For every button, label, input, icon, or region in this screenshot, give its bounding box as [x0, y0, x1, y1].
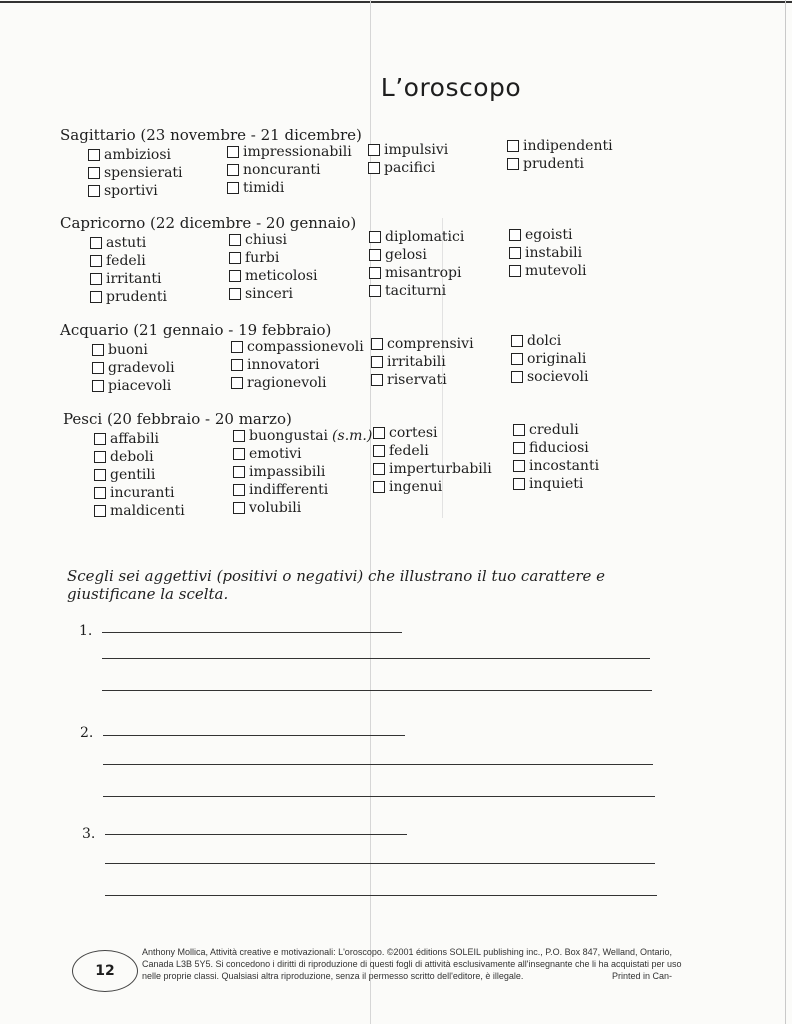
- footer-line: Anthony Mollica, Attività creative e motivazionali: L'oroscopo. ©2001 éditions SOLEIL publishing inc., P.O. Box 847, Welland, Ontario,: [142, 947, 672, 957]
- option-deboli[interactable]: deboli: [94, 448, 185, 466]
- footer-line: nelle proprie classi. Qualsiasi altra riproduzione, senza il permesso scritto dell'editore, è illegale.: [142, 971, 524, 981]
- answer-1-line-1[interactable]: [102, 632, 402, 633]
- checkbox[interactable]: [513, 424, 525, 436]
- answer-number: 2.: [80, 725, 94, 741]
- option-pacifici[interactable]: pacifici: [368, 159, 448, 177]
- option-diplomatici[interactable]: diplomatici: [369, 228, 464, 246]
- column-4: [509, 226, 587, 280]
- option-impulsivi[interactable]: impulsivi: [368, 141, 448, 159]
- column-2: [231, 338, 364, 392]
- checkbox[interactable]: [511, 353, 523, 365]
- page-top-edge: [0, 1, 792, 3]
- option-fedeli[interactable]: fedeli: [90, 252, 167, 270]
- option-buoni[interactable]: buoni: [92, 341, 175, 359]
- checkbox[interactable]: [507, 158, 519, 170]
- checkbox[interactable]: [229, 270, 241, 282]
- option-sinceri[interactable]: sinceri: [229, 285, 318, 303]
- checkbox[interactable]: [373, 463, 385, 475]
- checkbox[interactable]: [509, 229, 521, 241]
- checkbox[interactable]: [94, 433, 106, 445]
- checkbox[interactable]: [369, 231, 381, 243]
- option-affabili[interactable]: affabili: [94, 430, 185, 448]
- checkbox[interactable]: [233, 484, 245, 496]
- option-furbi[interactable]: furbi: [229, 249, 318, 267]
- checkbox[interactable]: [511, 335, 523, 347]
- checkbox[interactable]: [368, 162, 380, 174]
- checkbox[interactable]: [509, 247, 521, 259]
- option-chiusi[interactable]: chiusi: [229, 231, 318, 249]
- checkbox[interactable]: [92, 344, 104, 356]
- option-emotivi[interactable]: emotivi: [233, 445, 372, 463]
- page-right-edge: [785, 0, 786, 1024]
- option-incuranti[interactable]: incuranti: [94, 484, 185, 502]
- checkbox[interactable]: [368, 144, 380, 156]
- checkbox[interactable]: [94, 487, 106, 499]
- instruction-text: Scegli sei aggettivi (positivi o negativi) che illustrano il tuo carattere e giustificane la scelta.: [67, 567, 606, 603]
- answer-number: 3.: [82, 826, 96, 842]
- option-imperturbabili[interactable]: imperturbabili: [373, 460, 492, 478]
- checkbox[interactable]: [371, 374, 383, 386]
- checkbox[interactable]: [88, 149, 100, 161]
- option-socievoli[interactable]: socievoli: [511, 368, 589, 386]
- option-gentili[interactable]: gentili: [94, 466, 185, 484]
- column-3: [373, 424, 492, 496]
- option-indipendenti[interactable]: indipendenti: [507, 137, 613, 155]
- answer-2-line-1[interactable]: [103, 735, 405, 736]
- option-irritabili[interactable]: irritabili: [371, 353, 474, 371]
- option-ingenui[interactable]: ingenui: [373, 478, 492, 496]
- option-mutevoli[interactable]: mutevoli: [509, 262, 587, 280]
- option-timidi[interactable]: timidi: [227, 179, 352, 197]
- checkbox[interactable]: [227, 182, 239, 194]
- checkbox[interactable]: [233, 466, 245, 478]
- copyright-footer: [142, 946, 682, 982]
- column-4: [507, 137, 613, 173]
- checkbox[interactable]: [513, 442, 525, 454]
- checkbox[interactable]: [90, 273, 102, 285]
- checkbox[interactable]: [511, 371, 523, 383]
- option-ragionevoli[interactable]: ragionevoli: [231, 374, 364, 392]
- checkbox[interactable]: [94, 505, 106, 517]
- column-3: [368, 141, 448, 177]
- checkbox[interactable]: [88, 185, 100, 197]
- option-piacevoli[interactable]: piacevoli: [92, 377, 175, 395]
- checkbox[interactable]: [373, 427, 385, 439]
- option-noncuranti[interactable]: noncuranti: [227, 161, 352, 179]
- option-sportivi[interactable]: sportivi: [88, 182, 183, 200]
- column-1: [88, 146, 183, 200]
- option-inquieti[interactable]: inquieti: [513, 475, 599, 493]
- checkbox[interactable]: [92, 380, 104, 392]
- section-title: Pesci (20 febbraio - 20 marzo): [63, 410, 292, 428]
- column-2: [233, 427, 372, 517]
- checkbox[interactable]: [231, 377, 243, 389]
- answer-3-line-2[interactable]: [105, 863, 655, 864]
- column-1: [92, 341, 175, 395]
- column-3: [369, 228, 464, 300]
- option-volubili[interactable]: volubili: [233, 499, 372, 517]
- column-1: [94, 430, 185, 520]
- option-ambiziosi[interactable]: ambiziosi: [88, 146, 183, 164]
- option-misantropi[interactable]: misantropi: [369, 264, 464, 282]
- answer-number: 1.: [79, 623, 93, 639]
- checkbox[interactable]: [229, 252, 241, 264]
- option-compassionevoli[interactable]: compassionevoli: [231, 338, 364, 356]
- option-egoisti[interactable]: egoisti: [509, 226, 587, 244]
- answer-1-line-2[interactable]: [102, 658, 650, 659]
- option-incostanti[interactable]: incostanti: [513, 457, 599, 475]
- checkbox[interactable]: [233, 448, 245, 460]
- checkbox[interactable]: [513, 460, 525, 472]
- column-4: [513, 421, 599, 493]
- option-maldicenti[interactable]: maldicenti: [94, 502, 185, 520]
- checkbox[interactable]: [373, 481, 385, 493]
- checkbox[interactable]: [513, 478, 525, 490]
- checkbox[interactable]: [229, 234, 241, 246]
- option-originali[interactable]: originali: [511, 350, 589, 368]
- option-riservati[interactable]: riservati: [371, 371, 474, 389]
- option-creduli[interactable]: creduli: [513, 421, 599, 439]
- checkbox[interactable]: [371, 338, 383, 350]
- option-prudenti[interactable]: prudenti: [507, 155, 613, 173]
- option-gradevoli[interactable]: gradevoli: [92, 359, 175, 377]
- checkbox[interactable]: [90, 237, 102, 249]
- section-title: Acquario (21 gennaio - 19 febbraio): [60, 321, 332, 339]
- checkbox[interactable]: [227, 164, 239, 176]
- checkbox[interactable]: [233, 502, 245, 514]
- checkbox[interactable]: [369, 249, 381, 261]
- checkbox[interactable]: [369, 285, 381, 297]
- option-dolci[interactable]: dolci: [511, 332, 589, 350]
- option-indifferenti[interactable]: indifferenti: [233, 481, 372, 499]
- column-1: [90, 234, 167, 306]
- option-spensierati[interactable]: spensierati: [88, 164, 183, 182]
- option-cortesi[interactable]: cortesi: [373, 424, 492, 442]
- checkbox[interactable]: [233, 430, 245, 442]
- option-innovatori[interactable]: innovatori: [231, 356, 364, 374]
- column-4: [511, 332, 589, 386]
- section-title: Sagittario (23 novembre - 21 dicembre): [60, 126, 362, 144]
- checkbox[interactable]: [229, 288, 241, 300]
- option-fiduciosi[interactable]: fiduciosi: [513, 439, 599, 457]
- checkbox[interactable]: [94, 451, 106, 463]
- answer-2-line-3[interactable]: [103, 796, 655, 797]
- column-2: [229, 231, 318, 303]
- option-taciturni[interactable]: taciturni: [369, 282, 464, 300]
- option-meticolosi[interactable]: meticolosi: [229, 267, 318, 285]
- page-title: L’oroscopo: [380, 73, 522, 102]
- checkbox[interactable]: [369, 267, 381, 279]
- option-fedeli[interactable]: fedeli: [373, 442, 492, 460]
- page-number: 12: [72, 950, 138, 992]
- checkbox[interactable]: [227, 146, 239, 158]
- checkbox[interactable]: [90, 255, 102, 267]
- checkbox[interactable]: [373, 445, 385, 457]
- checkbox[interactable]: [92, 362, 104, 374]
- checkbox[interactable]: [507, 140, 519, 152]
- option-impressionabili[interactable]: impressionabili: [227, 143, 352, 161]
- checkbox[interactable]: [231, 359, 243, 371]
- option-instabili[interactable]: instabili: [509, 244, 587, 262]
- option-prudenti[interactable]: prudenti: [90, 288, 167, 306]
- column-2: [227, 143, 352, 197]
- answer-3-line-1[interactable]: [105, 834, 407, 835]
- answer-1-line-3[interactable]: [102, 690, 652, 691]
- column-3: [371, 335, 474, 389]
- answer-2-line-2[interactable]: [103, 764, 653, 765]
- option-irritanti[interactable]: irritanti: [90, 270, 167, 288]
- checkbox[interactable]: [371, 356, 383, 368]
- checkbox[interactable]: [231, 341, 243, 353]
- option-gelosi[interactable]: gelosi: [369, 246, 464, 264]
- answer-3-line-3[interactable]: [105, 895, 657, 896]
- footer-line: Printed in Can-: [611, 971, 672, 981]
- checkbox[interactable]: [509, 265, 521, 277]
- grammar-note: (s.m.): [332, 428, 373, 444]
- option-buongustai[interactable]: buongustai (s.m.): [233, 427, 372, 445]
- option-impassibili[interactable]: impassibili: [233, 463, 372, 481]
- footer-line: Canada L3B 5Y5. Si concedono i diritti di riproduzione di questi fogli di attività esclusivamente all'insegnante che li ha acquistati per uso: [142, 959, 682, 969]
- checkbox[interactable]: [90, 291, 102, 303]
- option-astuti[interactable]: astuti: [90, 234, 167, 252]
- option-comprensivi[interactable]: comprensivi: [371, 335, 474, 353]
- checkbox[interactable]: [94, 469, 106, 481]
- section-title: Capricorno (22 dicembre - 20 gennaio): [60, 214, 357, 232]
- checkbox[interactable]: [88, 167, 100, 179]
